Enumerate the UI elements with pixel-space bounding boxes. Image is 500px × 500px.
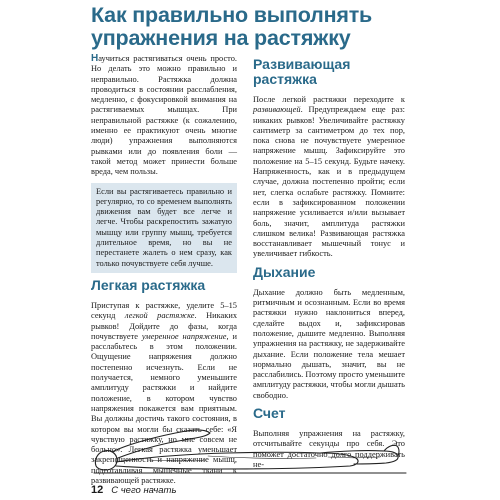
emphasis-developmental: развивающей: [253, 105, 301, 115]
emphasis-easy: легкой растяжке: [124, 311, 195, 321]
heading-breathing: Дыхание: [253, 263, 316, 280]
developmental-stretch-paragraph: После легкой растяжки переходите к развивающей. Предупреждаем еще раз: никаких рывков! Увеличивайте растяжку сантиметр за сантиметром до тех пор, пока снова не почувствуете умеренное напряжение мышц. Зафиксируйте это положение на 5–15 секунд. Будьте начеку. Напряженность, как и в предыдущем случае, должна постепенно пройти; если нет, слегка ослабьте растяжку. Помните: если в зафиксированном положении напряжение усиливается и/или вызывает боль, значит, амплитуда растяжки слишком велика! Развивающая растяжка восстанавливает мышечный тонус и увеличивает гибкость.: [253, 95, 405, 259]
torso-outline: [116, 452, 358, 469]
page-number: 12: [91, 484, 104, 496]
running-title: С чего начать: [111, 485, 177, 496]
counting-paragraph: Выполняя упражнения на растяжку, отсчитывайте секунды про себя. Это поможет достаточно долго поддерживать не-: [253, 429, 405, 469]
breathing-paragraph: Дыхание должно быть медленным, ритмичным и осознанным. Если во время растяжки нужно наклониться вперед, сделайте выдох и, зафиксировав положение, дышите медленно. Выполняя упражнения на растяжку, не задерживайте дыхание. Если положение тела мешает нормально дышать, значит, вы не расслабились. Поэтому просто уменьшите амплитуду растяжки, чтобы могли дышать свободно.: [253, 287, 405, 400]
lying-stretch-illustration: [88, 400, 408, 478]
easy-stretch-paragraph: Приступая к растяжке, уделите 5–15 секунд легкой растяжке. Никаких рывков! Дойдите до фазы, когда почувствуете умеренное напряжение, и расслабьтесь в этом положении. Ощущение напряжения должно постепенно исчезнуть. Если не получается, немного уменьшите амплитуду растяжки и найдите положение, в котором чувство напряжения покажется вам приятным. Вы должны достичь такого состояния, в котором вы могли бы сказать себе: «Я чувствую растяжку, но мне совсем не больно». Легкая растяжка уменьшает закрепощенность и напряжение мышц, подготавливая мышечные ткани к развивающей растяжке.: [91, 300, 238, 485]
page-title: Как правильно выполнять упражнения на растяжку: [91, 3, 373, 50]
heading-developmental-stretch: Развивающая растяжка: [253, 56, 351, 87]
page-footer: [91, 484, 176, 498]
emphasis-tension: умеренное напряжение: [141, 331, 227, 341]
head-shape: [95, 451, 117, 470]
highlight-box: Если вы растягиваетесь правильно и регулярно, то со временем выполнять движения вам будет все легче и легче. Чтобы раскрепостить зажатую мышцу или группу мышц, требуется длительное время, но вы не перестанете жалеть о нем сразу, как только почувствуете себя лучше.: [91, 183, 237, 273]
heading-counting: Счет: [253, 405, 286, 422]
intro-paragraph: Научиться растягиваться очень просто. Но делать это можно правильно и неправильно. Растяжка должна проводиться в состоянии расслабления, медленно, с фокусировкой внимания на растягиваемых мышцах. При неправильной растяжке (к сожалению, именно ее практикуют очень многие люди) упражнения выполняются рывками или до появления боли — такой метод может принести больше вреда, чем пользы.: [91, 53, 237, 177]
heading-easy-stretch: Легкая растяжка: [91, 276, 206, 293]
